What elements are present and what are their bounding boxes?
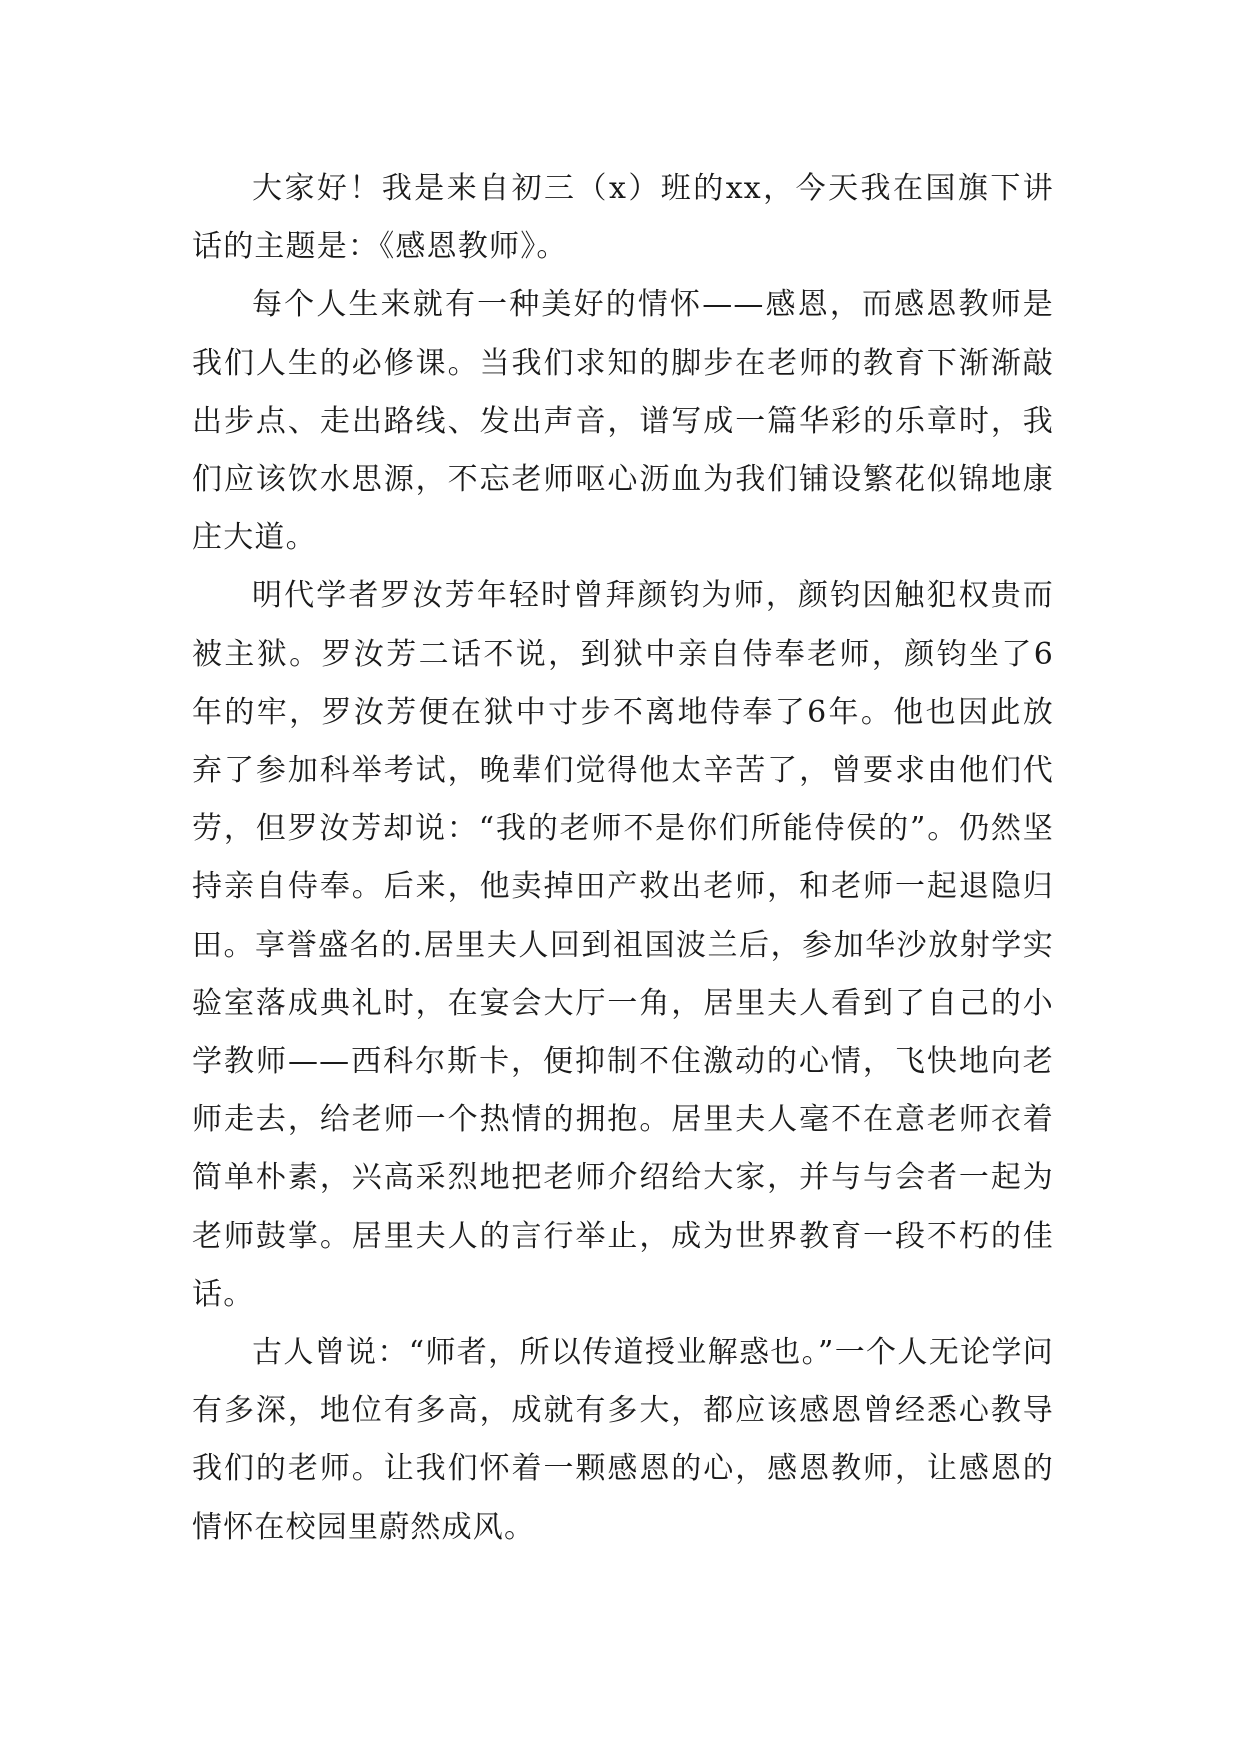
speech-body xyxy=(192,160,1054,1557)
paragraph-gratitude: 每个人生来就有一种美好的情怀——感恩，而感恩教师是我们人生的必修课。当我们求知的脚步在老师的教育下渐渐敲出步点、走出路线、发出声音，谱写成一篇华彩的乐章时，我们应该饮水思源，不忘老师呕心沥血为我们铺设繁花似锦地康庄大道。 xyxy=(192,287,1054,556)
paragraph-examples: 明代学者罗汝芳年轻时曾拜颜钧为师，颜钧因触犯权贵而被主狱。罗汝芳二话不说，到狱中亲自侍奉老师，颜钧坐了6年的牢，罗汝芳便在狱中寸步不离地侍奉了6年。他也因此放弃了参加科举考试，晚辈们觉得他太辛苦了，曾要求由他们代劳，但罗汝芳却说：“我的老师不是你们所能侍侯的”。仍然坚持亲自侍奉。后来，他卖掉田产救出老师，和老师一起退隐归田。享誉盛名的.居里夫人回到祖国波兰后，参加华沙放射学实验室落成典礼时，在宴会大厅一角，居里夫人看到了自己的小学教师——西科尔斯卡，便抑制不住激动的心情，飞快地向老师走去，给老师一个热情的拥抱。居里夫人毫不在意老师衣着简单朴素，兴高采烈地把老师介绍给大家，并与与会者一起为老师鼓掌。居里夫人的言行举止，成为世界教育一段不朽的佳话。 xyxy=(192,578,1054,1312)
paragraph-greeting: 大家好！我是来自初三（x）班的xx，今天我在国旗下讲话的主题是：《感恩教师》。 xyxy=(192,171,1054,265)
paragraph-conclusion: 古人曾说：“师者，所以传道授业解惑也。”一个人无论学问有多深，地位有多高，成就有多大，都应该感恩曾经悉心教导我们的老师。让我们怀着一颗感恩的心，感恩教师，让感恩的情怀在校园里蔚然成风。 xyxy=(192,1335,1054,1545)
